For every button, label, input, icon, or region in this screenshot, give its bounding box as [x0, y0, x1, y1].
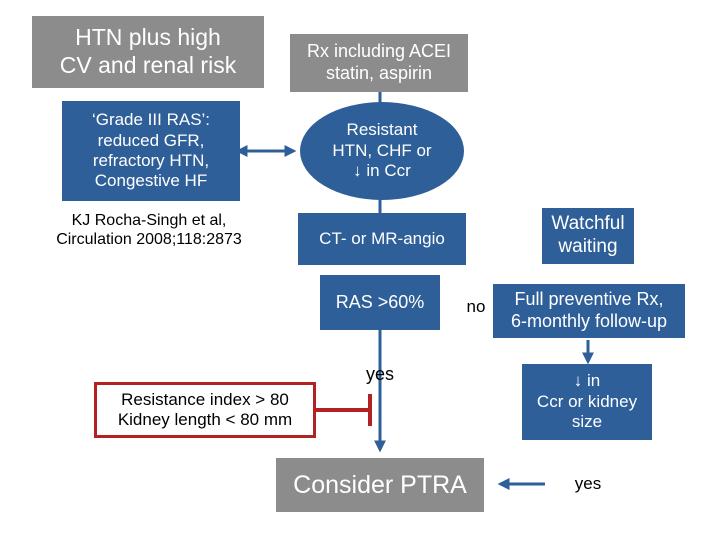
yes-right-label: yes: [574, 474, 602, 493]
rx-box: Rx including ACEI statin, aspirin: [290, 34, 468, 92]
resistant-box: Resistant HTN, CHF or ↓ in Ccr: [300, 102, 464, 200]
watchful-box: Watchful waiting: [542, 208, 634, 264]
no-label: no: [466, 297, 486, 316]
yes-left-label: yes: [365, 364, 394, 384]
ras60-box: RAS >60%: [320, 275, 440, 330]
full-preventive-box: Full preventive Rx, 6-monthly follow-up: [493, 284, 685, 338]
ptra-box: Consider PTRA: [276, 458, 484, 512]
citation-text: KJ Rocha-Singh et al, Circulation 2008;118:2873: [56, 212, 242, 249]
ct-mr-box: CT- or MR-angio: [298, 213, 466, 265]
resistance-index-box: Resistance index > 80 Kidney length < 80 mm: [94, 382, 316, 438]
grade3-box: ‘Grade III RAS’: reduced GFR, refractory HTN, Congestive HF: [62, 101, 240, 201]
htn-risk-box: HTN plus high CV and renal risk: [32, 16, 264, 88]
decline-box: ↓ in Ccr or kidney size: [522, 364, 652, 440]
